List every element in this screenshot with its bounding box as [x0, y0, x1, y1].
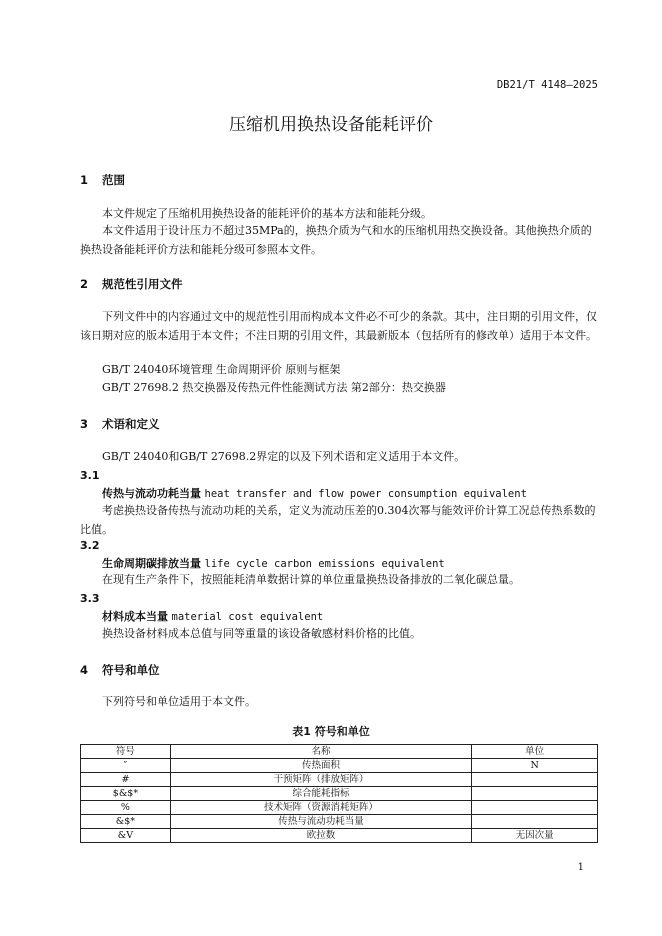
table-cell: [472, 787, 598, 801]
section-number: 1: [80, 173, 89, 187]
section-number: 4: [80, 663, 89, 677]
terms-intro-paragraph: GB/T 24040和GB/T 27698.2界定的以及下列术语和定义适用于本文件。: [102, 450, 466, 463]
document-title: 压缩机用换热设备能耗评价: [229, 115, 433, 135]
table-row: [81, 759, 598, 773]
table-row: [81, 829, 598, 843]
reference-item: GB/T 27698.2 热交换器及传热元件性能测试方法 第2部分：热交换器: [102, 381, 446, 394]
section-number: 3: [80, 417, 89, 431]
symbols-intro-paragraph: 下列符号和单位适用于本文件。: [102, 695, 256, 708]
section-3-heading: [80, 416, 160, 432]
section-1-heading: [80, 172, 125, 188]
term-definition: 换热设备材料成本总值与同等重量的该设备敏感材料价格的比值。: [102, 627, 421, 640]
table-cell: 干预矩阵（排放矩阵）: [170, 773, 471, 787]
term-heading: [102, 555, 445, 571]
table-row: [81, 801, 598, 815]
term-number: 3.2: [80, 539, 100, 552]
table-cell: $&$*: [81, 787, 171, 801]
page-number: 1: [577, 862, 584, 873]
term-heading: [102, 485, 527, 501]
table-cell: 综合能耗指标: [170, 787, 471, 801]
term-number: 3.3: [80, 592, 100, 605]
section-number: 2: [80, 277, 89, 291]
term-english: heat transfer and flow power consumption equivalent: [204, 488, 527, 500]
term-english: life cycle carbon emissions equivalent: [204, 558, 445, 570]
table-cell: &V: [81, 829, 171, 843]
term-number: 3.1: [80, 469, 100, 482]
symbols-table: [80, 744, 598, 843]
table-cell: 欧拉数: [170, 829, 471, 843]
section-title: 术语和定义: [102, 417, 160, 431]
table-caption: 表1 符号和单位: [292, 725, 370, 738]
term-english: material cost equivalent: [171, 611, 324, 623]
scope-paragraph-2: 本文件适用于设计压力不超过35MPa的，换热介质为气和水的压缩机用热交换设备。其他换热介质的换热设备能耗评价方法和能耗分级可参照本文件。: [80, 224, 592, 256]
table-cell: [472, 801, 598, 815]
table-cell: [472, 773, 598, 787]
term-chinese: 传热与流动功耗当量: [102, 487, 201, 500]
scope-paragraph-1: 本文件规定了压缩机用换热设备的能耗评价的基本方法和能耗分级。: [102, 207, 432, 220]
term-chinese: 材料成本当量: [102, 610, 168, 623]
table-cell: [472, 815, 598, 829]
table-row: [81, 773, 598, 787]
term-definition: 考虑换热设备传热与流动功耗的关系，定义为流动压差的0.304次幂与能效评价计算工况总传热系数的比值。: [80, 504, 596, 536]
table-cell: ″: [81, 759, 171, 773]
document-id: DB21/T 4148—2025: [496, 79, 598, 91]
table-cell: N: [472, 759, 598, 773]
normative-references-paragraph: 下列文件中的内容通过文中的规范性引用而构成本文件必不可少的条款。其中，注日期的引用文件，仅该日期对应的版本适用于本文件；不注日期的引用文件，其最新版本（包括所有的修改单）适用于本文件。: [80, 310, 597, 342]
table-cell: 技术矩阵（资源消耗矩阵）: [170, 801, 471, 815]
table-header-cell: 符号: [81, 745, 171, 759]
term-heading: [102, 608, 323, 624]
term-chinese: 生命周期碳排放当量: [102, 557, 201, 570]
table-cell: 传热面积: [170, 759, 471, 773]
table-row: [81, 787, 598, 801]
table-cell: 传热与流动功耗当量: [170, 815, 471, 829]
table-header-cell: 名称: [170, 745, 471, 759]
table-cell: #: [81, 773, 171, 787]
reference-item: GB/T 24040环境管理 生命周期评价 原则与框架: [102, 363, 341, 376]
section-title: 符号和单位: [102, 663, 160, 677]
section-title: 规范性引用文件: [102, 277, 183, 291]
table-cell: 无因次量: [472, 829, 598, 843]
section-title: 范围: [102, 173, 126, 187]
table-cell: &$*: [81, 815, 171, 829]
table-cell: %: [81, 801, 171, 815]
term-definition: 在现有生产条件下，按照能耗清单数据计算的单位重量换热设备排放的二氧化碳总量。: [102, 573, 520, 586]
table-header-row: [81, 745, 598, 759]
section-2-heading: [80, 276, 183, 292]
table-header-cell: 单位: [472, 745, 598, 759]
table-row: [81, 815, 598, 829]
section-4-heading: [80, 662, 160, 678]
